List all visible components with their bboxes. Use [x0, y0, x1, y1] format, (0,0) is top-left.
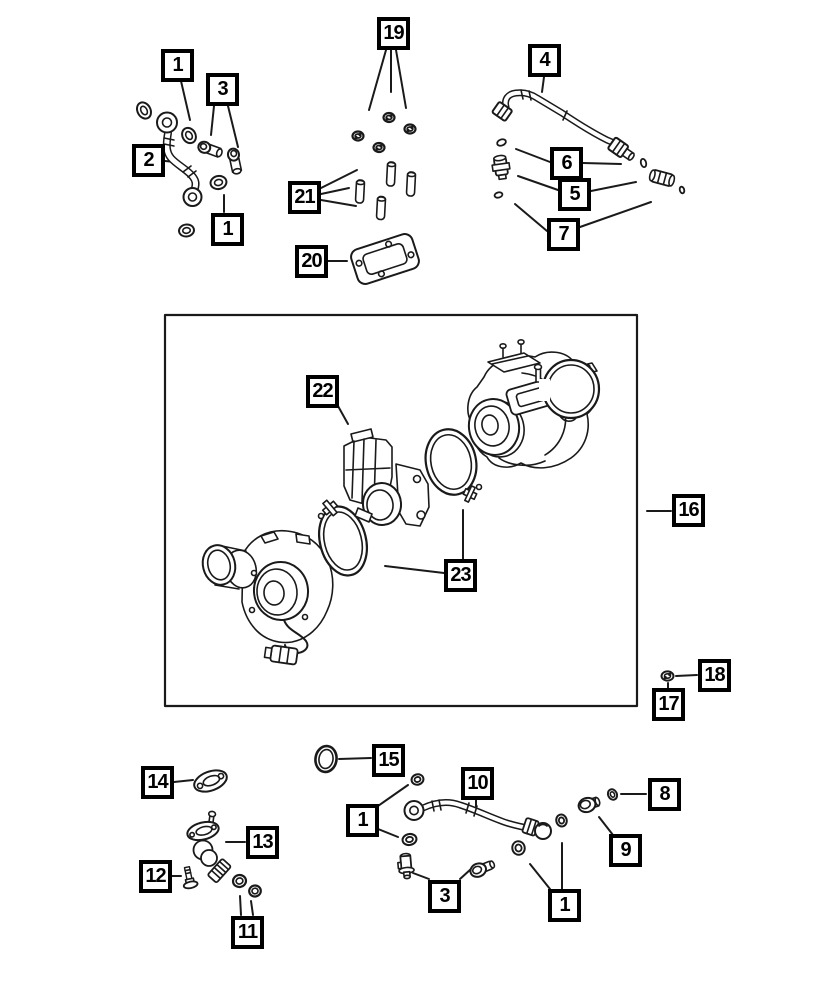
callout-10-drain-hose[interactable]: 10 — [461, 767, 494, 800]
callout-5-fitting[interactable]: 5 — [558, 178, 591, 211]
callout-3-plug-fitting[interactable]: 3 — [428, 880, 461, 913]
leader-line — [338, 406, 348, 424]
part-drain-flange-gasket — [191, 766, 229, 795]
part-o-ring-8 — [606, 788, 619, 802]
part-large-o-ring — [314, 745, 338, 774]
part-turbo-flange-gasket — [349, 232, 421, 286]
callout-20-gasket[interactable]: 20 — [295, 245, 328, 278]
leader-line — [251, 901, 253, 915]
part-hex-plug — [468, 858, 496, 879]
leader-line — [181, 81, 190, 120]
leader-line — [460, 869, 471, 879]
part-turbocharger-left — [199, 531, 333, 665]
leader-line — [321, 200, 356, 206]
callout-6-fitting[interactable]: 6 — [550, 147, 583, 180]
leader-line — [599, 817, 613, 835]
callout-3-banjo-bolts[interactable]: 3 — [206, 73, 239, 106]
callout-12-drain-bolt[interactable]: 12 — [139, 860, 172, 893]
part-mounting-studs — [355, 162, 415, 220]
leader-line — [542, 77, 544, 92]
part-actuator — [344, 429, 429, 527]
leader-line — [385, 566, 444, 573]
part-hex-flange-nut — [662, 671, 674, 680]
part-drain-bolt — [180, 866, 198, 890]
callout-1-drain-washers-left[interactable]: 1 — [346, 804, 379, 837]
callout-18-nut[interactable]: 18 — [698, 659, 731, 692]
callout-11-o-rings[interactable]: 11 — [231, 916, 264, 949]
leader-line — [321, 188, 349, 194]
part-o-rings-11 — [232, 874, 262, 897]
leader-line — [228, 106, 238, 147]
leader-line — [339, 758, 371, 759]
callout-1-feed-washer-top[interactable]: 1 — [161, 49, 194, 82]
part-union-fitting — [577, 794, 602, 814]
part-mounting-nuts — [353, 113, 416, 152]
callout-13-drain-tube[interactable]: 13 — [246, 826, 279, 859]
callout-1-drain-washers-right[interactable]: 1 — [548, 889, 581, 922]
leader-line — [676, 675, 697, 676]
leader-line — [174, 780, 193, 782]
part-drain-fitting — [397, 853, 415, 879]
part-adapter-fitting-left — [491, 138, 511, 198]
callout-16-assembly[interactable]: 16 — [672, 494, 705, 527]
callout-21-studs[interactable]: 21 — [288, 181, 321, 214]
part-turbocharger-right — [465, 340, 599, 468]
callout-9-union-fitting[interactable]: 9 — [609, 834, 642, 867]
part-banjo-bolts — [197, 140, 243, 175]
callout-4-supply-hose[interactable]: 4 — [528, 44, 561, 77]
leader-line — [211, 106, 214, 135]
leader-line — [321, 170, 357, 188]
part-union-fitting-right — [640, 158, 685, 194]
leader-line — [516, 149, 550, 162]
part-oil-drain-hose — [405, 800, 552, 839]
callout-17-nut[interactable]: 17 — [652, 688, 685, 721]
callout-7-washers[interactable]: 7 — [547, 218, 580, 251]
leader-line — [378, 829, 398, 837]
callout-14-drain-gasket[interactable]: 14 — [141, 766, 174, 799]
callout-8-o-ring[interactable]: 8 — [648, 778, 681, 811]
leader-lines — [165, 50, 697, 915]
callout-23-clamps[interactable]: 23 — [444, 559, 477, 592]
leader-line — [413, 873, 429, 879]
callout-19-nuts[interactable]: 19 — [377, 17, 410, 50]
callout-15-large-o-ring[interactable]: 15 — [372, 744, 405, 777]
leader-line — [396, 50, 406, 108]
leader-line — [530, 864, 550, 889]
callout-1-feed-washer-bottom[interactable]: 1 — [211, 213, 244, 246]
leader-line — [378, 785, 408, 806]
leader-line — [369, 50, 386, 110]
leader-line — [591, 182, 636, 191]
callout-2-oil-feed-tube[interactable]: 2 — [132, 144, 165, 177]
callout-22-actuator[interactable]: 22 — [306, 375, 339, 408]
leader-line — [515, 204, 547, 231]
leader-line — [240, 896, 241, 915]
part-oil-drain-tube — [185, 811, 231, 883]
leader-line — [583, 163, 621, 164]
